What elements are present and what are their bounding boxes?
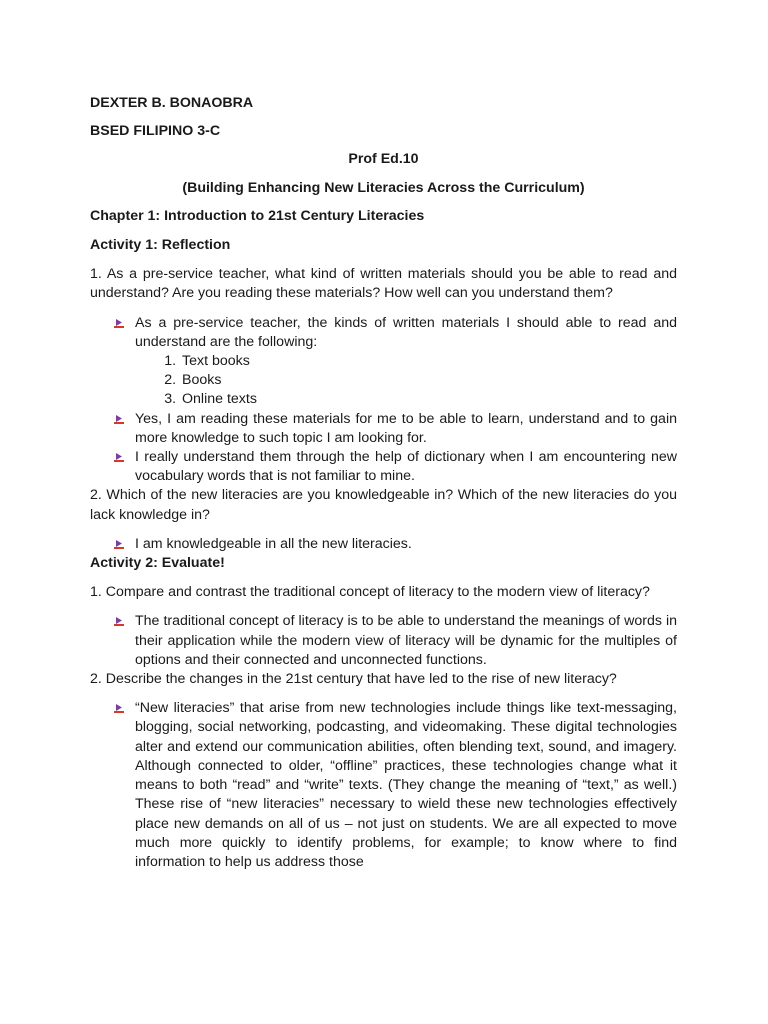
arrow-bullet-icon (113, 452, 125, 463)
materials-list (135, 352, 677, 410)
list-item (135, 535, 677, 554)
arrow-bullet-icon (113, 703, 125, 714)
activity1-heading: Activity 1: Reflection (90, 237, 231, 254)
activity1-question2: 2. Which of the new literacies are you knowledgeable in? Which of the new literacies do you lack knowledge in? (90, 487, 677, 523)
activity2-answer2-list (90, 699, 677, 872)
answer-text: “New literacies” that arise from new technologies include things like text-messaging, blogging, social networking, podcasting, and videomaking. These digital technologies alter and extend our communication abilities, often blending text, sound, and imagery. Although connected to older, “offline” practices, these technologies change what it means to both “read” and “write” texts. (They change the meaning of “text,” as well.) These rise of “new literacies” necessary to wield these new technologies effectively place new demands on all of us – not just on students. We are all expected to move much more quickly to identify problems, for example; to know where to find information to help us address those (135, 700, 677, 870)
activity2-question2: 2. Describe the changes in the 21st century that have led to the rise of new literacy? (90, 671, 617, 688)
course-subtitle: (Building Enhancing New Literacies Across the Curriculum) (182, 179, 585, 196)
arrow-bullet-icon (113, 539, 125, 550)
activity2-question1: 1. Compare and contrast the traditional concept of literacy to the modern view of literacy? (90, 584, 650, 601)
list-item (135, 612, 677, 670)
activity2-answer1-list (90, 612, 677, 670)
list-item: 3. Online texts (180, 390, 677, 409)
list-item: 2. Books (180, 371, 677, 390)
activity2-heading: Activity 2: Evaluate! (90, 555, 225, 572)
activity1-answer1-list (90, 314, 677, 487)
answer-text: I am knowledgeable in all the new literacies. (135, 535, 412, 552)
arrow-bullet-icon (113, 318, 125, 329)
course-title: Prof Ed.10 (348, 151, 419, 168)
answer-text: The traditional concept of literacy is to be able to understand the meanings of words in their application while the modern view of literacy will be dynamic for the multiples of options and their connected and unconnected functions. (135, 613, 677, 668)
answer-text: I really understand them through the help of dictionary when I am encountering new vocabulary words that is not familiar to mine. (135, 449, 677, 485)
chapter-heading: Chapter 1: Introduction to 21st Century Literacies (90, 207, 425, 224)
arrow-bullet-icon (113, 414, 125, 425)
author-section: BSED FILIPINO 3-C (90, 123, 221, 140)
list-item (135, 699, 677, 872)
list-item (135, 448, 677, 486)
list-item (135, 410, 677, 448)
author-name: DEXTER B. BONAOBRA (90, 95, 254, 111)
answer-text: Yes, I am reading these materials for me to be able to learn, understand and to gain more knowledge to such topic I am looking for. (135, 410, 677, 446)
activity1-answer2-list (90, 535, 677, 554)
activity1-question1: 1. As a pre-service teacher, what kind of written materials should you be able to read and understand? Are you reading these materials? How well can you understand them? (90, 266, 677, 302)
list-item (135, 314, 677, 410)
arrow-bullet-icon (113, 616, 125, 627)
list-item: 1. Text books (180, 352, 677, 371)
answer-text: As a pre-service teacher, the kinds of written materials I should able to read and understand are the following: (135, 314, 677, 350)
